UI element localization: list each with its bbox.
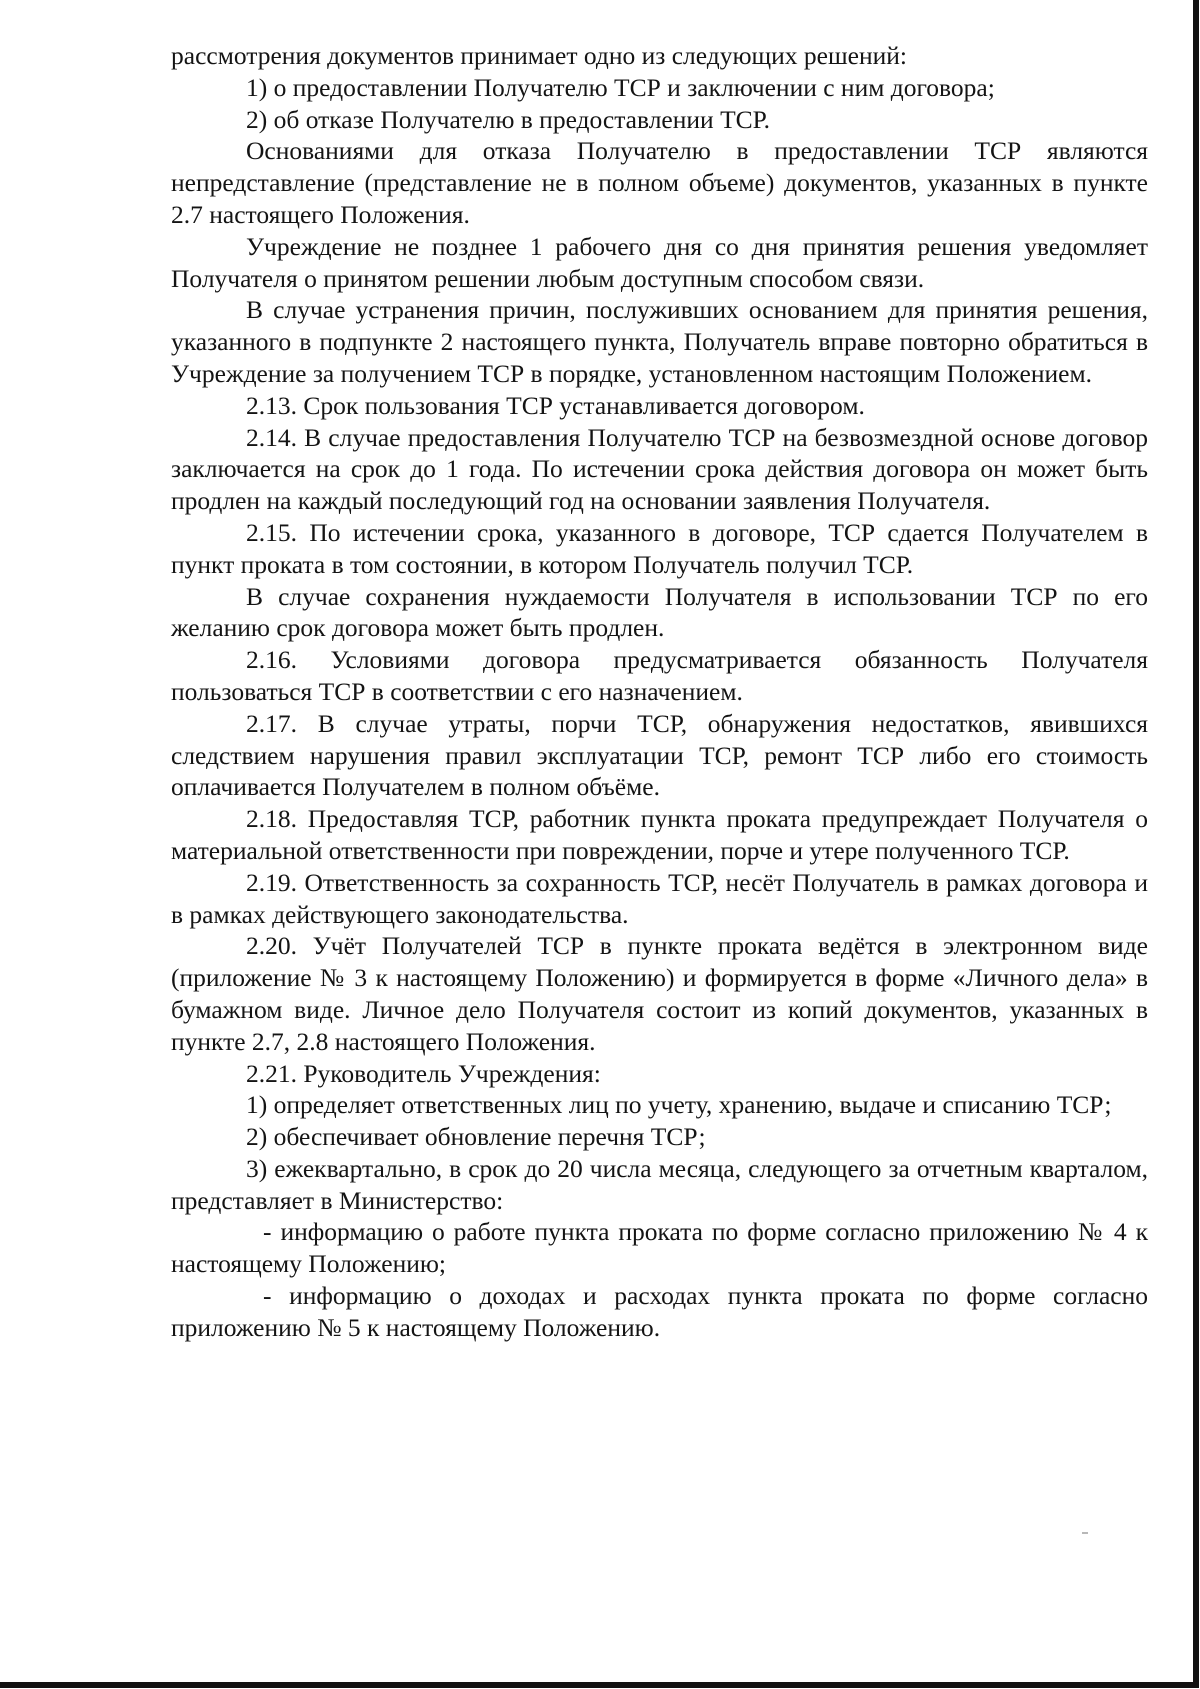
paragraph-2-16: 2.16. Условиями договора предусматривается обязанность Получателя пользоваться ТСР в соответствии с его назначением.: [171, 645, 1148, 706]
paragraph-2-18: 2.18. Предоставляя ТСР, работник пункта проката предупреждает Получателя о материальной ответственности при повреждении, порче и утере полученного ТСР.: [171, 804, 1148, 865]
paragraph-2-17: 2.17. В случае утраты, порчи ТСР, обнаружения недостатков, явившихся следствием нарушения правил эксплуатации ТСР, ремонт ТСР либо его стоимость оплачивается Получателем в полном объёме.: [171, 708, 1148, 802]
paragraph-decision-2: 2) об отказе Получателю в предоставлении ТСР.: [246, 104, 771, 134]
document-page: [171, 40, 1148, 1344]
paragraph-2-21-item-3: 3) ежеквартально, в срок до 20 числа месяца, следующего за отчетным кварталом, представляет в Министерство:: [171, 1153, 1148, 1215]
paragraph-2-15: 2.15. По истечении срока, указанного в договоре, ТСР сдается Получателем в пункт проката в том состоянии, в котором Получатель получил ТСР.: [171, 517, 1148, 579]
paragraph-bullet-finance-info: - информацию о доходах и расходах пункта проката по форме согласно приложению № 5 к настоящему Положению.: [171, 1281, 1148, 1342]
paragraph-reapply: В случае устранения причин, послуживших основанием для принятия решения, указанного в подпункте 2 настоящего пункта, Получатель вправе повторно обратиться в Учреждение за получением ТСР в порядке, установленном настоящим Положением.: [171, 295, 1148, 388]
paragraph-2-13: 2.13. Срок пользования ТСР устанавливается договором.: [246, 390, 865, 420]
paragraph-bullet-work-info: - информацию о работе пункта проката по форме согласно приложению № 4 к настоящему Положению;: [171, 1217, 1148, 1279]
paragraph-2-21: 2.21. Руководитель Учреждения:: [246, 1058, 601, 1088]
paragraph-2-19: 2.19. Ответственность за сохранность ТСР, несёт Получатель в рамках договора и в рамках действующего законодательства.: [171, 867, 1148, 929]
scan-speck: [1082, 1532, 1088, 1534]
paragraph-decision-intro: рассмотрения документов принимает одно из следующих решений:: [171, 41, 907, 70]
paragraph-refusal-grounds: Основаниями для отказа Получателю в предоставлении ТСР являются непредставление (представление не в полном объеме) документов, указанных в пункте 2.7 настоящего Положения.: [171, 136, 1148, 229]
paragraph-2-20: 2.20. Учёт Получателей ТСР в пункте проката ведётся в электронном виде (приложение № 3 к настоящему Положению) и формируется в форме «Личного дела» в бумажном виде. Личное дело Получателя состоит из копий документов, указанных в пункте 2.7, 2.8 настоящего Положения.: [171, 931, 1148, 1056]
paragraph-2-14: 2.14. В случае предоставления Получателю ТСР на безвозмездной основе договор заключается на срок до 1 года. По истечении срока действия договора он может быть продлен на каждый последующий год на основании заявления Получателя.: [171, 422, 1148, 516]
paragraph-2-21-item-1: 1) определяет ответственных лиц по учету, хранению, выдаче и списанию ТСР;: [246, 1090, 1112, 1120]
paragraph-2-21-item-2: 2) обеспечивает обновление перечня ТСР;: [246, 1122, 706, 1152]
paragraph-extension: В случае сохранения нуждаемости Получателя в использовании ТСР по его желанию срок договора может быть продлен.: [171, 581, 1148, 643]
paragraph-notification: Учреждение не позднее 1 рабочего дня со дня принятия решения уведомляет Получателя о принятом решении любым доступным способом связи.: [171, 231, 1148, 293]
paragraph-decision-1: 1) о предоставлении Получателю ТСР и заключении с ним договора;: [246, 72, 995, 102]
